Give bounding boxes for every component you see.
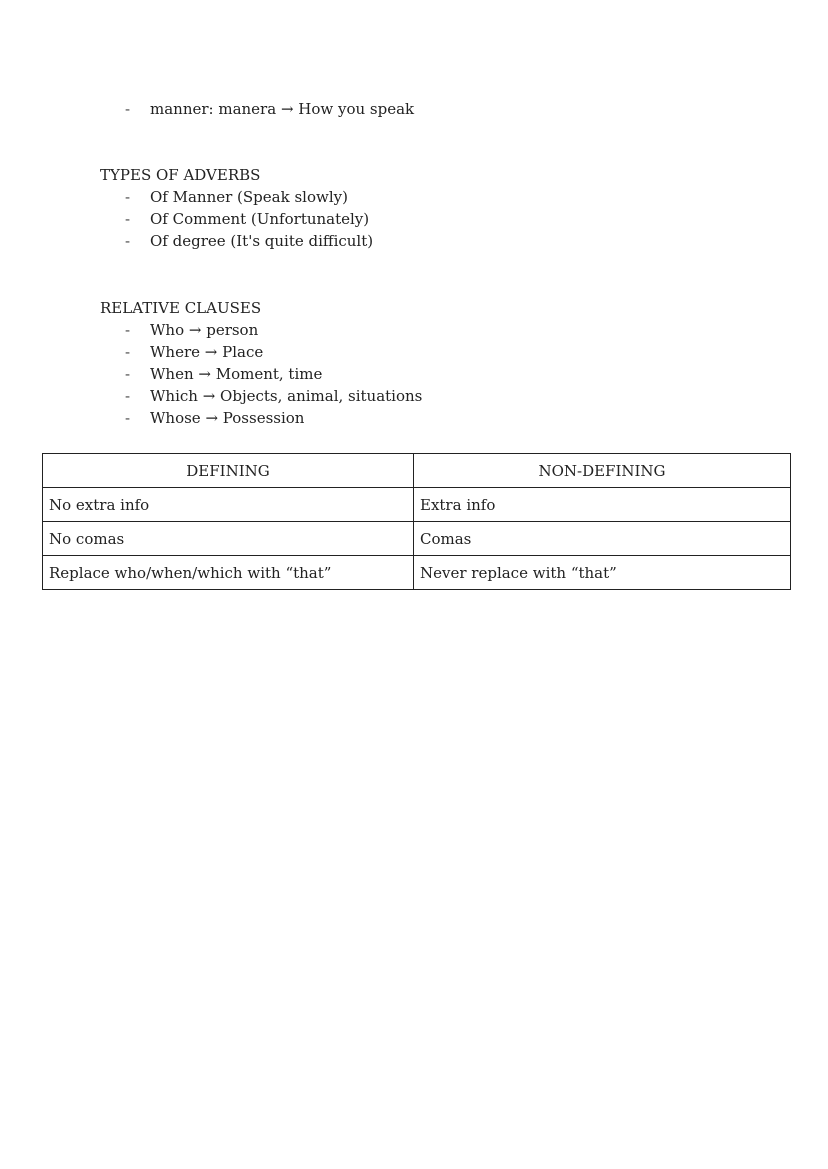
list-item-text: Which → Objects, animal, situations [150, 387, 423, 405]
dash-bullet: - [125, 387, 131, 405]
list-item-text: Of degree (It's quite difficult) [150, 232, 374, 250]
list-item-text: Of Comment (Unfortunately) [150, 210, 370, 228]
list-item-text: When → Moment, time [150, 365, 323, 383]
list-item-text: manner: manera → How you speak [150, 100, 415, 118]
dash-bullet: - [125, 100, 131, 118]
dash-bullet: - [125, 188, 131, 206]
list-item-text: Where → Place [150, 343, 264, 361]
list-item-text: Of Manner (Speak slowly) [150, 188, 348, 206]
list-item [125, 186, 373, 208]
table-header-row [43, 454, 791, 488]
list-item [125, 407, 422, 429]
list-item [125, 363, 422, 385]
relative-clauses-list [125, 319, 422, 429]
table-row [43, 488, 791, 522]
table-row [43, 522, 791, 556]
list-item [125, 319, 422, 341]
dash-bullet: - [125, 409, 131, 427]
top-bullet-list [125, 98, 414, 120]
table-cell: No comas [43, 522, 414, 556]
list-item [125, 230, 373, 252]
dash-bullet: - [125, 365, 131, 383]
header-non-defining: NON-DEFINING [414, 454, 791, 488]
dash-bullet: - [125, 232, 131, 250]
defining-vs-nondefining-table [42, 453, 791, 590]
dash-bullet: - [125, 210, 131, 228]
table-cell: Replace who/when/which with “that” [43, 556, 414, 590]
adverbs-heading: TYPES OF ADVERBS [100, 166, 261, 184]
list-item [125, 208, 373, 230]
table-row [43, 556, 791, 590]
table-cell: Never replace with “that” [414, 556, 791, 590]
adverbs-list [125, 186, 373, 252]
table-cell: Extra info [414, 488, 791, 522]
dash-bullet: - [125, 321, 131, 339]
list-item-text: Whose → Possession [150, 409, 305, 427]
header-defining: DEFINING [43, 454, 414, 488]
list-item-text: Who → person [150, 321, 259, 339]
list-item [125, 98, 414, 120]
dash-bullet: - [125, 343, 131, 361]
relative-clauses-heading: RELATIVE CLAUSES [100, 299, 262, 317]
table-cell: No extra info [43, 488, 414, 522]
list-item [125, 341, 422, 363]
list-item [125, 385, 422, 407]
table-cell: Comas [414, 522, 791, 556]
